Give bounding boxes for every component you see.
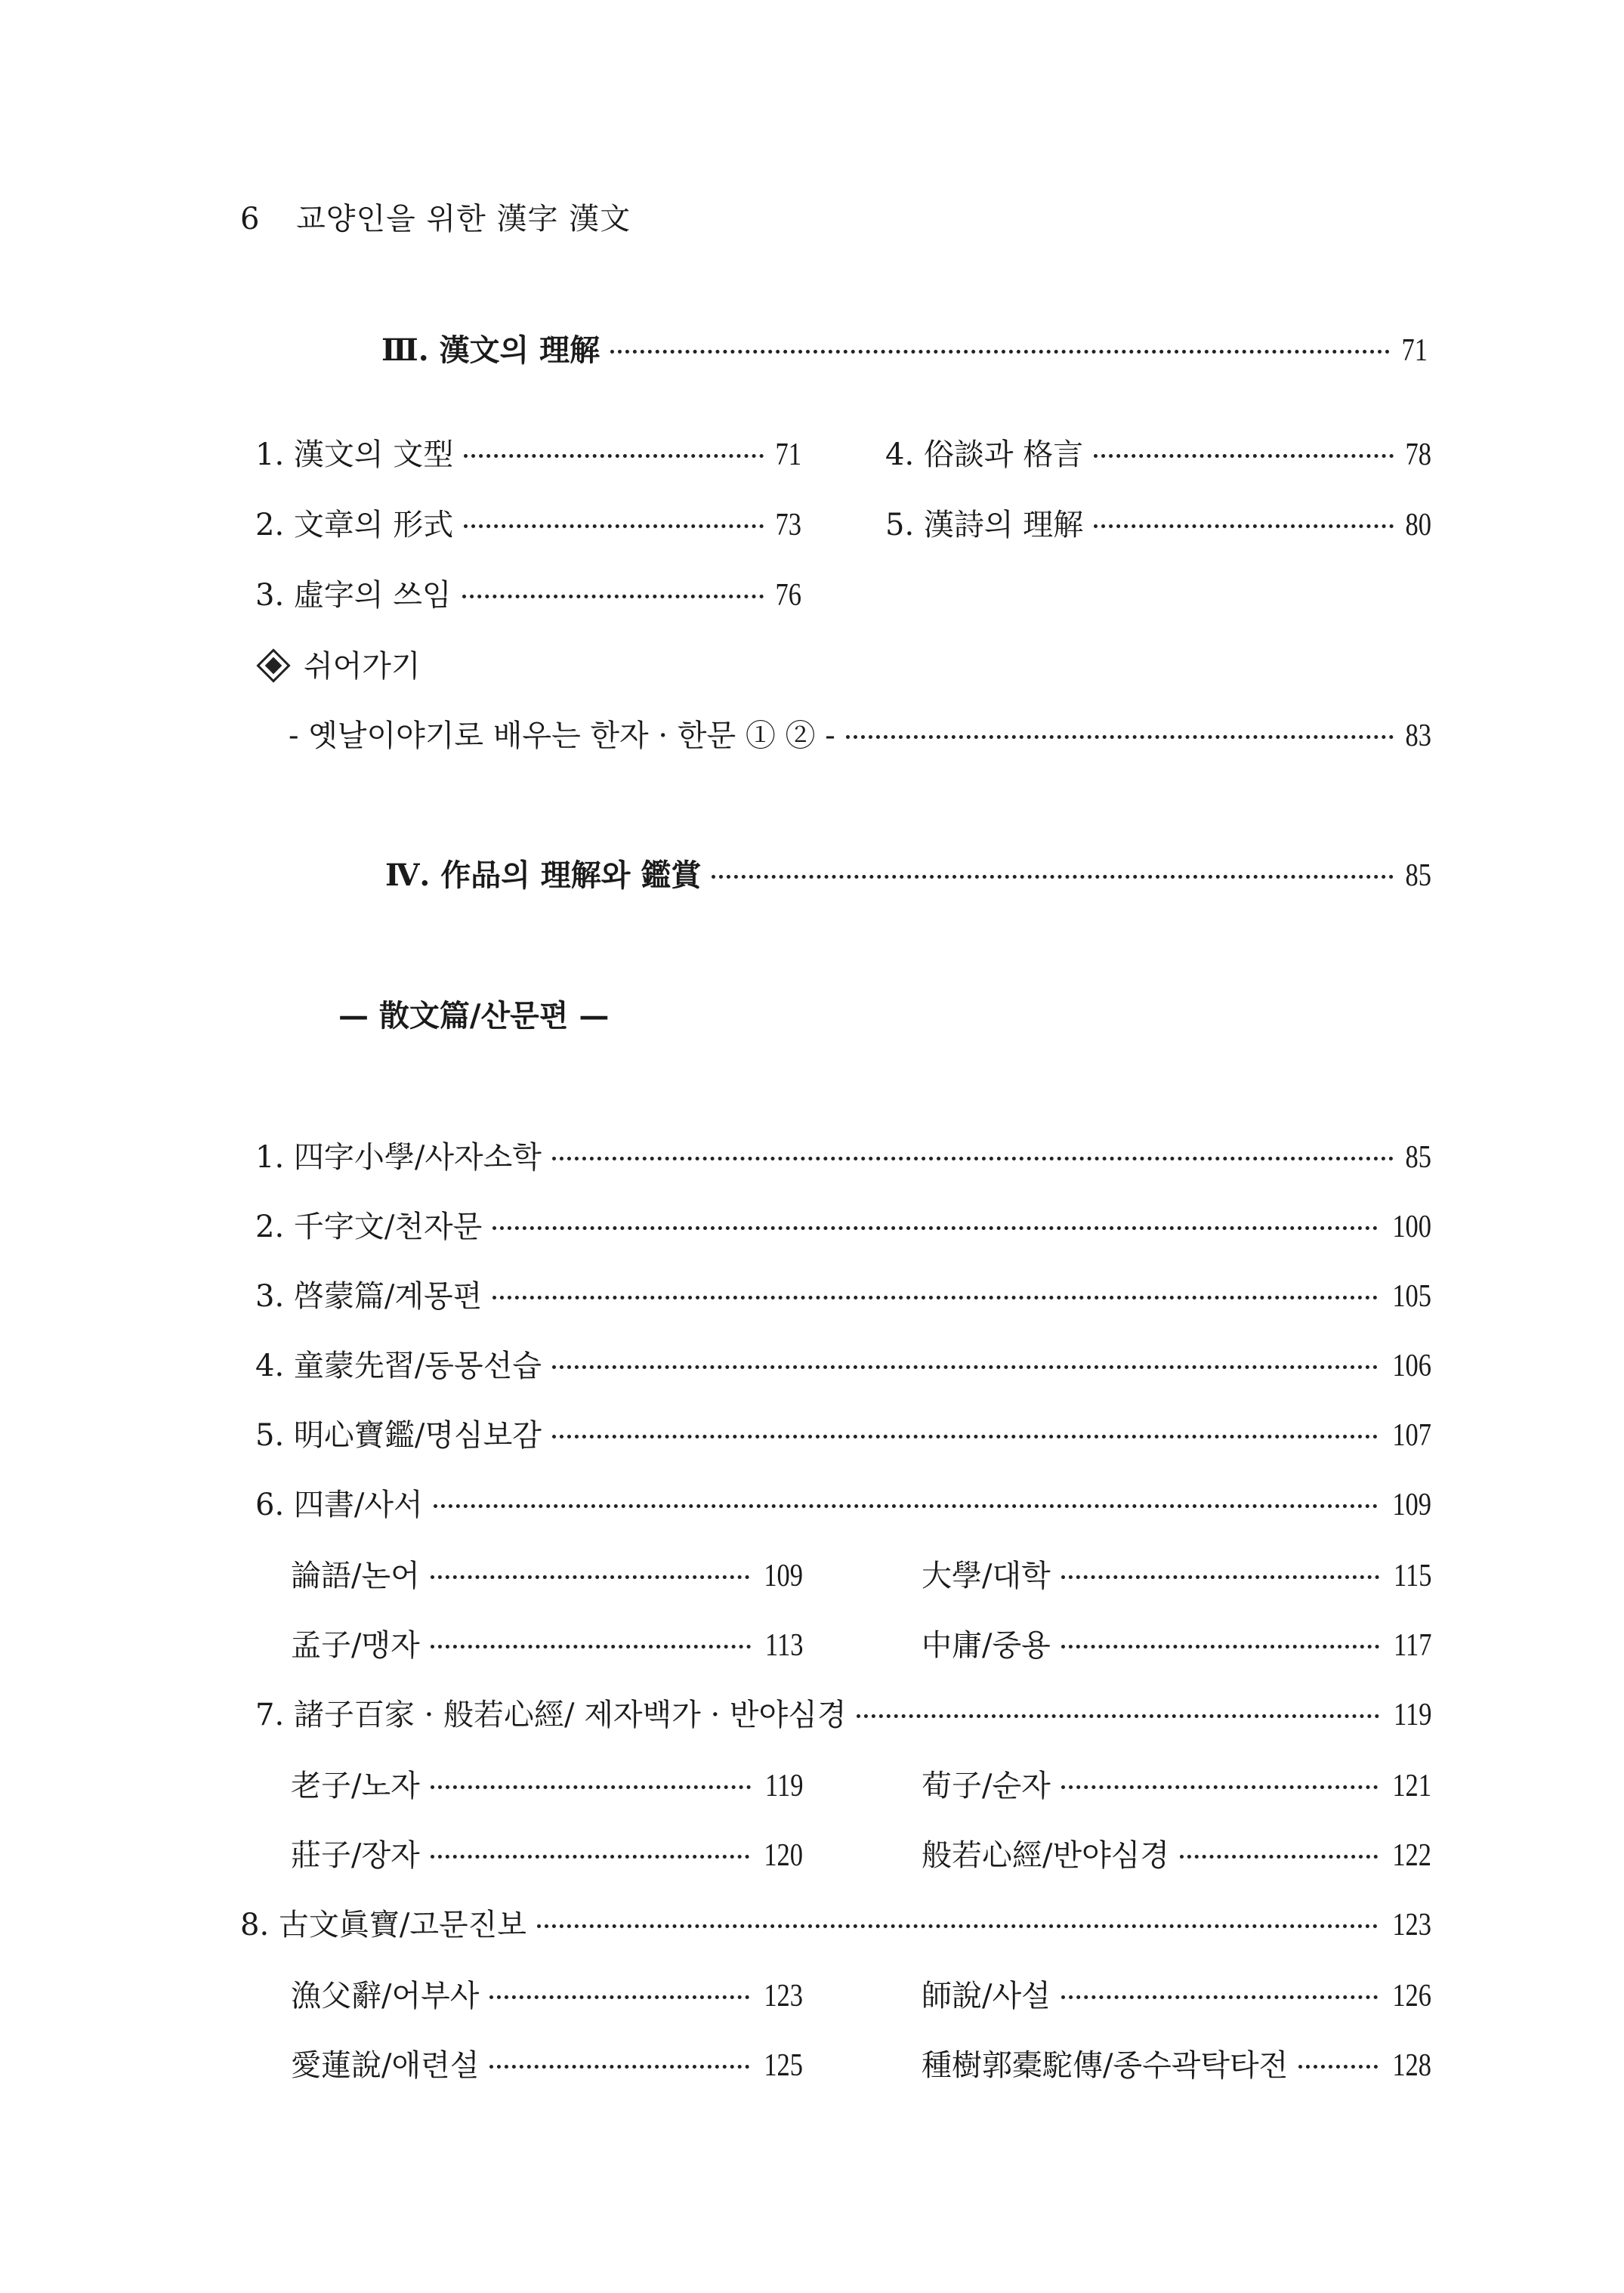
dot-leader: [431, 1785, 751, 1789]
toc-subentry[interactable]: [291, 1972, 803, 2015]
dot-leader: [431, 1855, 749, 1859]
toc-page: 109: [1392, 1488, 1431, 1522]
toc-page: 71: [1401, 333, 1428, 368]
toc-page: 119: [764, 1769, 803, 1803]
toc-entry[interactable]: [255, 501, 801, 544]
toc-label: 2. 千字文/천자문: [255, 1210, 483, 1244]
toc-entry[interactable]: [255, 431, 801, 474]
toc-page: 78: [1405, 437, 1431, 472]
dot-leader: [1298, 2065, 1378, 2069]
toc-page: 119: [1393, 1698, 1431, 1732]
toc-subentry[interactable]: [922, 2041, 1431, 2084]
dot-leader: [464, 524, 764, 528]
toc-entry[interactable]: [289, 712, 1431, 755]
dot-leader: [489, 2065, 749, 2069]
toc-section-4[interactable]: [385, 851, 1431, 895]
dot-leader: [552, 1365, 1378, 1369]
toc-page: 122: [1392, 1838, 1431, 1873]
toc-label: 3. 啓蒙篇/계몽편: [255, 1279, 483, 1314]
toc-page: 128: [1392, 2048, 1431, 2083]
toc-label: 種樹郭橐駝傳/종수곽탁타전: [922, 2048, 1289, 2083]
dot-leader: [1061, 1575, 1379, 1579]
break-heading: [255, 642, 421, 685]
dot-leader: [1061, 1785, 1378, 1789]
diamond-icon: [256, 648, 290, 682]
toc-page: 106: [1392, 1349, 1431, 1383]
dot-leader: [552, 1157, 1394, 1160]
toc-label: 5. 漢詩의 理解: [885, 508, 1084, 542]
toc-label: 1. 漢文의 文型: [255, 437, 454, 472]
toc-label: 1. 四字小學/사자소학: [255, 1140, 542, 1175]
dot-leader: [552, 1435, 1378, 1439]
toc-subentry[interactable]: [291, 1552, 803, 1595]
toc-label: 中庸/중용: [922, 1628, 1051, 1663]
dot-leader: [434, 1504, 1378, 1508]
toc-entry[interactable]: [255, 1411, 1431, 1454]
toc-label: 漁父辭/어부사: [291, 1979, 480, 2013]
toc-label: 5. 明心寶鑑/명심보감: [255, 1418, 542, 1453]
toc-label: 3. 虛字의 쓰임: [255, 578, 452, 613]
toc-entry[interactable]: [885, 431, 1431, 474]
toc-label: 2. 文章의 形式: [255, 508, 454, 542]
toc-page: 113: [764, 1628, 803, 1663]
dot-leader: [464, 454, 764, 458]
toc-label: 愛蓮說/애련설: [291, 2048, 480, 2083]
toc-subentry[interactable]: [291, 2041, 803, 2084]
toc-label: - 옛날이야기로 배우는 한자 · 한문 ① ② -: [289, 718, 835, 753]
page-number: 6: [240, 202, 261, 236]
toc-page: 126: [1392, 1979, 1431, 2013]
toc-label: 6. 四書/사서: [255, 1488, 423, 1522]
dot-leader: [1094, 454, 1394, 458]
dot-leader: [462, 595, 764, 598]
toc-page: 120: [764, 1838, 803, 1873]
dot-leader: [1094, 524, 1394, 528]
dot-leader: [712, 875, 1394, 879]
toc-label: 老子/노자: [291, 1769, 420, 1803]
toc-label: 4. 俗談과 格言: [885, 437, 1084, 472]
dot-leader: [1061, 1995, 1378, 1999]
toc-page: 73: [775, 508, 801, 542]
dot-leader: [846, 735, 1394, 739]
dot-leader: [610, 350, 1390, 354]
toc-subentry[interactable]: [291, 1621, 803, 1664]
toc-page: 83: [1405, 718, 1431, 753]
toc-label: 7. 諸子百家 · 般若心經/ 제자백가 · 반야심경: [255, 1698, 847, 1732]
toc-page: 109: [764, 1559, 803, 1593]
toc-entry[interactable]: [255, 1133, 1431, 1176]
toc-label: Ⅲ. 漢文의 理解: [381, 332, 601, 368]
toc-subentry[interactable]: [922, 1621, 1431, 1664]
toc-entry[interactable]: [255, 571, 801, 614]
dot-leader: [537, 1924, 1378, 1928]
dot-leader: [489, 1995, 749, 1999]
toc-label: 荀子/순자: [922, 1769, 1051, 1803]
toc-page: 105: [1392, 1279, 1431, 1314]
toc-label: 論語/논어: [291, 1559, 420, 1593]
dot-leader: [492, 1296, 1378, 1299]
toc-page: 85: [1405, 1140, 1431, 1175]
toc-subentry[interactable]: [922, 1831, 1431, 1874]
dot-leader: [431, 1645, 751, 1649]
running-header: [240, 195, 631, 238]
toc-page: 117: [1393, 1628, 1431, 1663]
toc-label: Ⅳ. 作品의 理解와 鑑賞: [385, 858, 702, 893]
toc-page: 123: [1392, 1908, 1431, 1942]
toc-subentry[interactable]: [291, 1831, 803, 1874]
toc-page: 115: [1393, 1559, 1431, 1593]
toc-page: 125: [764, 2048, 803, 2083]
dot-leader: [431, 1575, 749, 1579]
toc-label: 4. 童蒙先習/동몽선습: [255, 1349, 542, 1383]
toc-subentry[interactable]: [291, 1762, 803, 1805]
toc-entry[interactable]: [255, 1203, 1431, 1246]
toc-entry[interactable]: [255, 1272, 1431, 1315]
dot-leader: [1180, 1855, 1378, 1859]
toc-page: 100: [1392, 1210, 1431, 1244]
toc-entry[interactable]: [255, 1342, 1431, 1385]
toc-page: 80: [1405, 508, 1431, 542]
toc-label: 8. 古文眞寶/고문진보: [240, 1908, 526, 1942]
toc-subentry[interactable]: [922, 1972, 1431, 2015]
toc-page: 123: [764, 1979, 803, 2013]
toc-section-3[interactable]: [381, 326, 1428, 369]
toc-page: 85: [1405, 858, 1431, 893]
dot-leader: [492, 1226, 1378, 1230]
toc-entry[interactable]: [885, 501, 1431, 544]
toc-label: 大學/대학: [922, 1559, 1051, 1593]
toc-subentry[interactable]: [922, 1552, 1431, 1595]
dot-leader: [857, 1714, 1379, 1718]
toc-entry[interactable]: [255, 1691, 1431, 1734]
toc-entry[interactable]: [255, 1481, 1431, 1524]
dot-leader: [1061, 1645, 1379, 1649]
toc-entry[interactable]: [240, 1901, 1431, 1944]
toc-label: 莊子/장자: [291, 1838, 420, 1873]
toc-label: 師說/사설: [922, 1979, 1051, 2013]
toc-label: 般若心經/반야심경: [922, 1838, 1170, 1873]
toc-page: 121: [1392, 1769, 1431, 1803]
subsection-title: — 散文篇/산문편 —: [338, 998, 610, 1034]
toc-page: 107: [1392, 1418, 1431, 1453]
break-label: 쉬어가기: [304, 649, 421, 684]
toc-label: 孟子/맹자: [291, 1628, 420, 1663]
toc-page: 76: [775, 578, 801, 613]
toc-page: 71: [775, 437, 801, 472]
toc-subentry[interactable]: [922, 1762, 1431, 1805]
book-title: 교양인을 위한 漢字 漢文: [296, 202, 631, 236]
